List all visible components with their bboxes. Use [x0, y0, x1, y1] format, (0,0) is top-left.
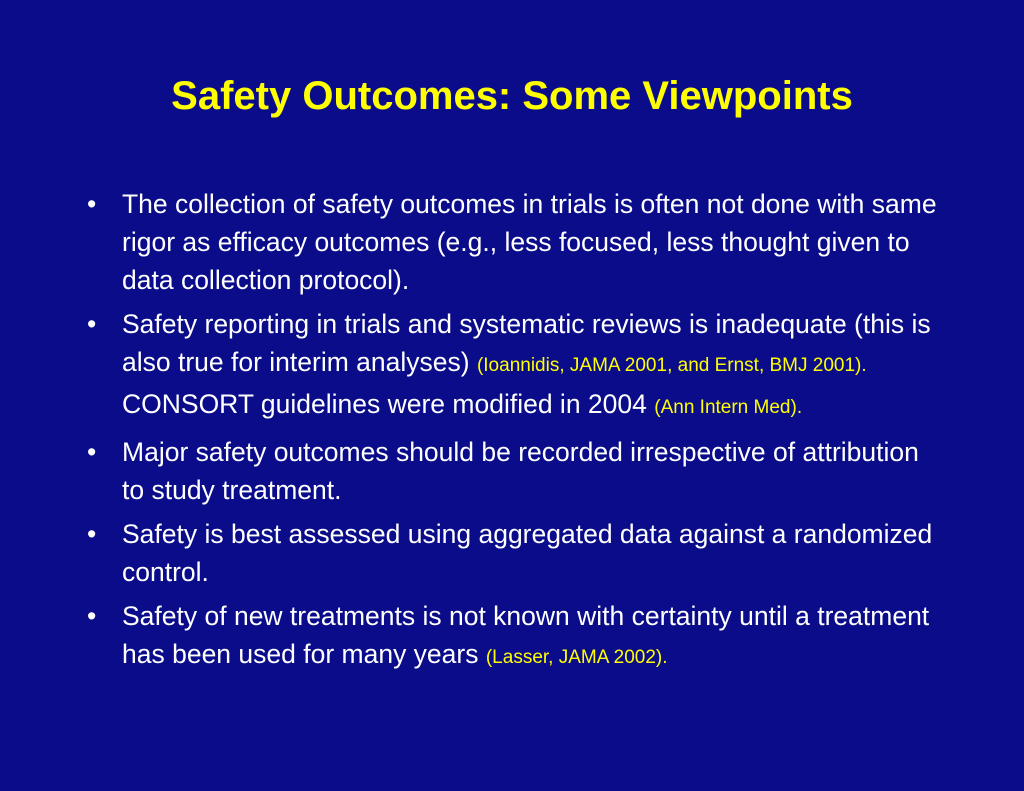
bullet-list	[87, 185, 947, 683]
bullet-text: Safety reporting in trials and systematic reviews is inadequate (this is also true for interim analyses)	[122, 309, 931, 377]
slide-title: Safety Outcomes: Some Viewpoints	[171, 74, 853, 118]
bullet-item-1	[87, 185, 947, 299]
bullet-text: Safety of new treatments is not known with certainty until a treatment has been used for many years	[122, 601, 930, 669]
bullet-text: Safety is best assessed using aggregated data against a randomized control.	[122, 519, 933, 587]
bullet-icon: •	[87, 601, 97, 631]
bullet-icon: •	[87, 189, 97, 219]
bullet-icon: •	[87, 437, 97, 467]
bullet-text: The collection of safety outcomes in trials is often not done with same rigor as efficacy outcomes (e.g., less focused, less thought given to data collection protocol).	[122, 189, 937, 295]
citation: (Ioannidis, JAMA 2001, and Ernst, BMJ 2001).	[476, 355, 867, 376]
bullet-icon: •	[87, 309, 97, 339]
bullet-item-5	[87, 597, 947, 677]
bullet-text: Major safety outcomes should be recorded irrespective of attribution to study treatment.	[122, 437, 919, 505]
bullet-text: CONSORT guidelines were modified in 2004	[122, 347, 882, 419]
bullet-item-4	[87, 515, 947, 591]
bullet-item-3	[87, 433, 947, 509]
bullet-item-2	[87, 305, 947, 427]
bullet-icon: •	[87, 519, 97, 549]
citation: (Lasser, JAMA 2002).	[485, 647, 668, 668]
citation: (Ann Intern Med).	[654, 397, 803, 418]
